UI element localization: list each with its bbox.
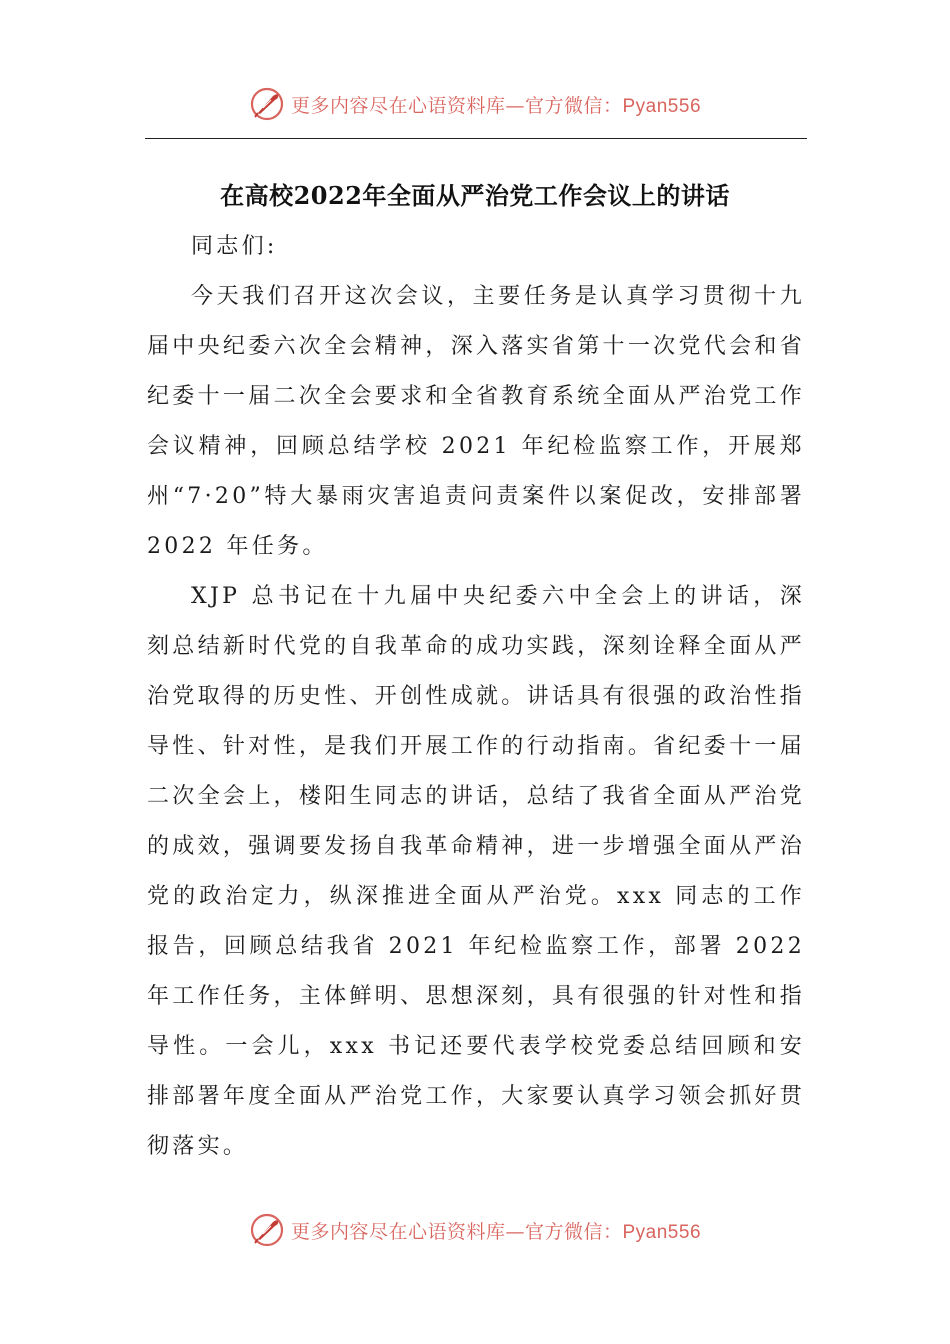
banner-wechat-id: Pyan556 (622, 95, 702, 117)
paragraph-1: 今天我们召开这次会议，主要任务是认真学习贯彻十九届中央纪委六次全会精神，深入落实省第十一次党代会和省纪委十一届二次全会要求和全省教育系统全面从严治党工作会议精神，回顾总结学校 2021 年纪检监察工作，开展郑州“7·20”特大暴雨灾害追责问责案件以案促改，安排部署 2022 年任务。 (147, 284, 805, 559)
banner-dash: — (505, 1220, 525, 1243)
banner-text (291, 91, 701, 118)
banner-main: 更多内容尽在心语资料库 (290, 1220, 506, 1243)
banner-main: 更多内容尽在心语资料库 (290, 94, 506, 117)
document-body (147, 222, 805, 1172)
header-divider (145, 138, 807, 139)
paragraph-2: XJP 总书记在十九届中央纪委六中全会上的讲话，深刻总结新时代党的自我革命的成功实践，深刻诠释全面从严治党取得的历史性、开创性成就。讲话具有很强的政治性指导性、针对性，是我们开展工作的行动指南。省纪委十一届二次全会上，楼阳生同志的讲话，总结了我省全面从严治党的成效，强调要发扬自我革命精神，进一步增强全面从严治党的政治定力，纵深推进全面从严治党。xxx 同志的工作报告，回顾总结我省 2021 年纪检监察工作，部署 2022 年工作任务，主体鲜明、思想深刻，具有很强的针对性和指导性。一会儿，xxx 书记还要代表学校党委总结回顾和安排部署年度全面从严治党工作，大家要认真学习领会抓好贯彻落实。 (147, 584, 805, 1159)
banner-text (291, 1217, 701, 1244)
footer-banner (0, 1210, 950, 1250)
header-banner (0, 84, 950, 124)
banner-wechat-id: Pyan556 (622, 1221, 702, 1243)
banner-dash: — (505, 94, 525, 117)
document-title: 在高校2022年全面从严治党工作会议上的讲话 (220, 181, 730, 210)
quill-logo-icon (249, 86, 285, 122)
banner-label: 官方微信： (524, 94, 623, 117)
salutation: 同志们: (191, 234, 278, 259)
quill-logo-icon (249, 1212, 285, 1248)
banner-label: 官方微信： (524, 1220, 623, 1243)
